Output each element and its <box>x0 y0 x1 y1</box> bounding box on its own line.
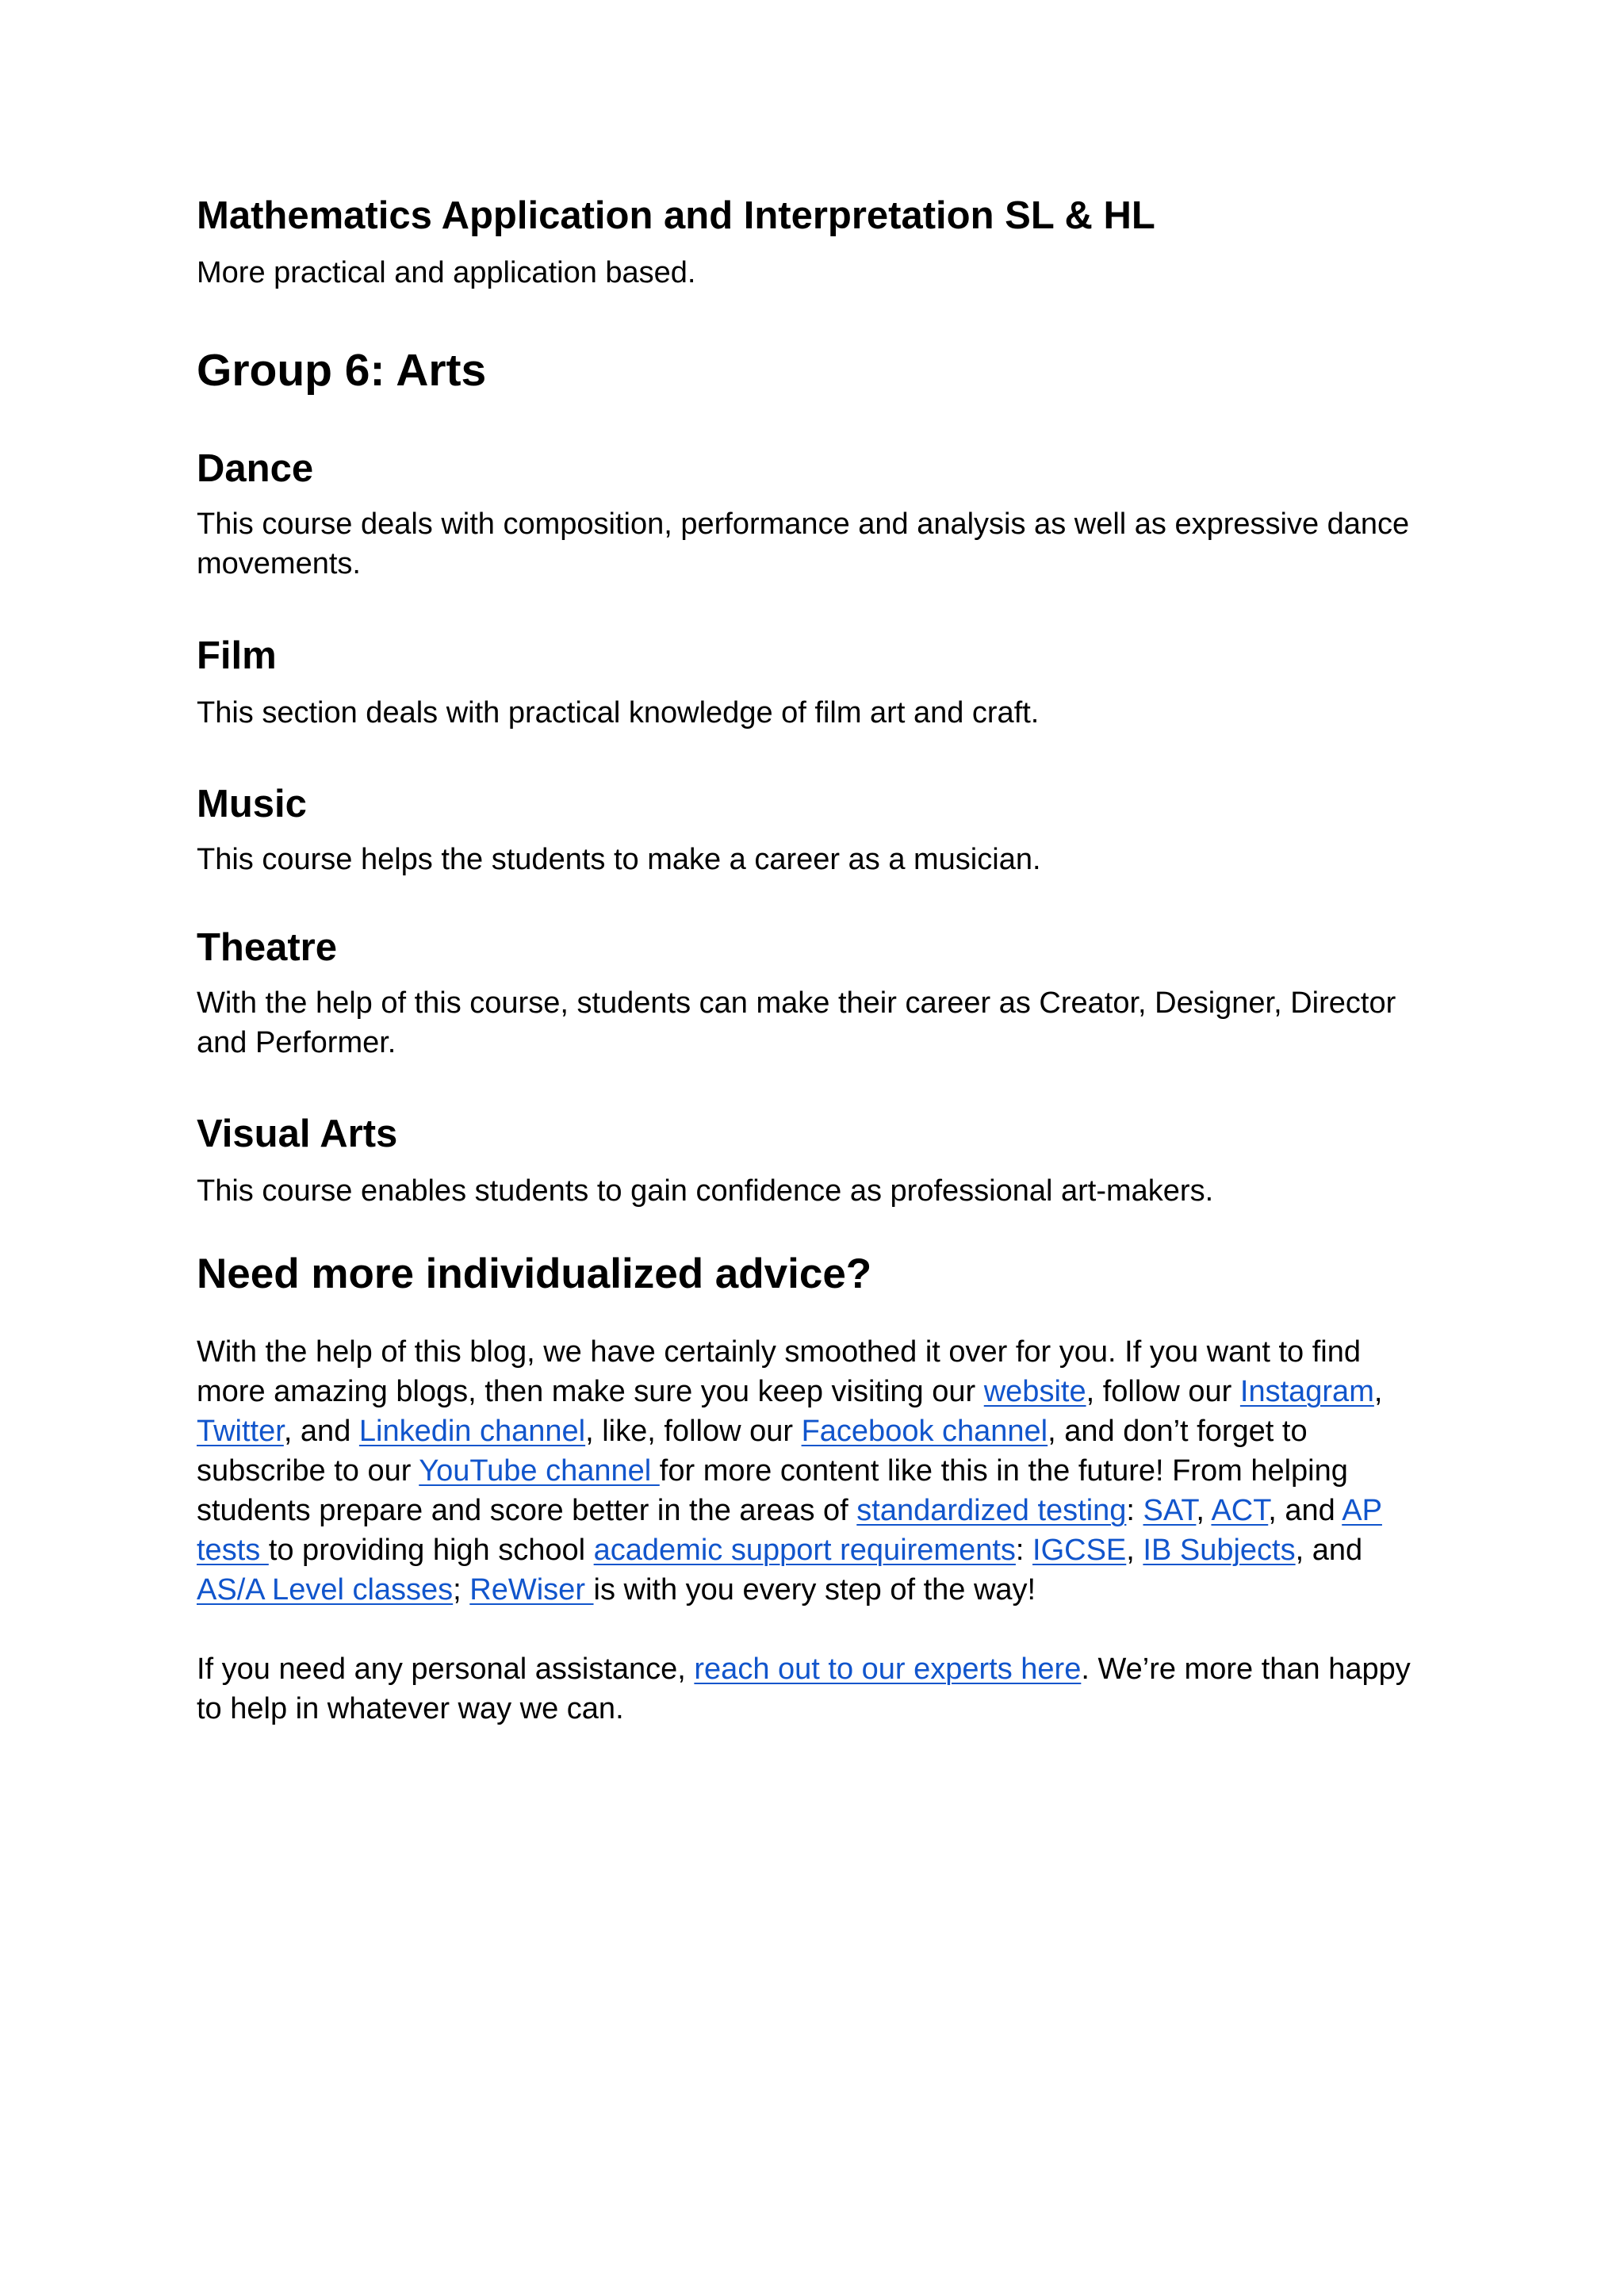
ap-tests-link[interactable]: AP tests <box>197 1494 1382 1567</box>
advice-text: , and <box>1268 1494 1342 1527</box>
visual-arts-description: This course enables students to gain confidence as professional art-makers. <box>197 1174 1214 1208</box>
music-heading: Music <box>197 783 307 825</box>
advice-text: : <box>1126 1494 1143 1527</box>
assistance-text: If you need any personal assistance, <box>197 1653 695 1686</box>
assistance-paragraph <box>197 1649 1434 1729</box>
youtube-link[interactable]: YouTube channel <box>419 1454 660 1488</box>
theatre-heading: Theatre <box>197 926 338 969</box>
standardized-testing-link[interactable]: standardized testing <box>856 1494 1127 1527</box>
instagram-link[interactable]: Instagram <box>1239 1375 1374 1408</box>
experts-link[interactable]: reach out to our experts here <box>694 1653 1082 1686</box>
advice-paragraph <box>197 1332 1434 1610</box>
act-link[interactable]: ACT <box>1211 1494 1269 1527</box>
advice-text: , <box>1196 1494 1212 1527</box>
advice-text: , <box>1126 1534 1143 1567</box>
advice-text: for more content like this in the future! From helping students prepare and score better in the areas of <box>197 1454 1348 1527</box>
linkedin-link[interactable]: Linkedin channel <box>358 1415 586 1448</box>
film-heading: Film <box>197 634 277 677</box>
advice-heading: Need more individualized advice? <box>197 1250 872 1297</box>
math-ai-description: More practical and application based. <box>197 256 696 289</box>
visual-arts-heading: Visual Arts <box>197 1113 398 1155</box>
advice-text: , <box>1373 1375 1383 1408</box>
advice-text: , and don’t forget to subscribe to our <box>197 1415 1308 1488</box>
twitter-link[interactable]: Twitter <box>197 1415 284 1448</box>
as-a-level-link[interactable]: AS/A Level classes <box>197 1573 454 1607</box>
sat-link[interactable]: SAT <box>1143 1494 1197 1527</box>
website-link[interactable]: website <box>983 1375 1086 1408</box>
advice-text: ; <box>453 1573 470 1607</box>
rewiser-link[interactable]: ReWiser <box>469 1573 594 1607</box>
ib-subjects-link[interactable]: IB Subjects <box>1143 1534 1296 1567</box>
advice-text: is with you every step of the way! <box>593 1573 1036 1607</box>
advice-text: , and <box>1295 1534 1363 1567</box>
facebook-link[interactable]: Facebook channel <box>801 1415 1048 1448</box>
advice-text: to providing high school <box>268 1534 594 1567</box>
advice-text: , follow our <box>1086 1375 1240 1408</box>
igcse-link[interactable]: IGCSE <box>1032 1534 1127 1567</box>
math-ai-heading: Mathematics Application and Interpretation SL & HL <box>197 194 1155 237</box>
advice-text: With the help of this blog, we have certainly smoothed it over for you. If you want to find more amazing blogs, then make sure you keep visiting our <box>197 1335 1361 1408</box>
group6-heading: Group 6: Arts <box>197 345 487 396</box>
dance-description: This course deals with composition, performance and analysis as well as expressive dance movements. <box>197 507 1410 580</box>
assistance-text: . We’re more than happy to help in whatever way we can. <box>197 1653 1411 1725</box>
advice-text: , and <box>283 1415 359 1448</box>
film-description: This section deals with practical knowledge of film art and craft. <box>197 696 1040 730</box>
advice-text: , like, follow our <box>585 1415 802 1448</box>
dance-heading: Dance <box>197 447 314 490</box>
academic-support-link[interactable]: academic support requirements <box>593 1534 1016 1567</box>
advice-text: : <box>1015 1534 1033 1567</box>
theatre-description: With the help of this course, students can make their career as Creator, Designer, Director and Performer. <box>197 986 1396 1059</box>
music-description: This course helps the students to make a career as a musician. <box>197 843 1041 876</box>
